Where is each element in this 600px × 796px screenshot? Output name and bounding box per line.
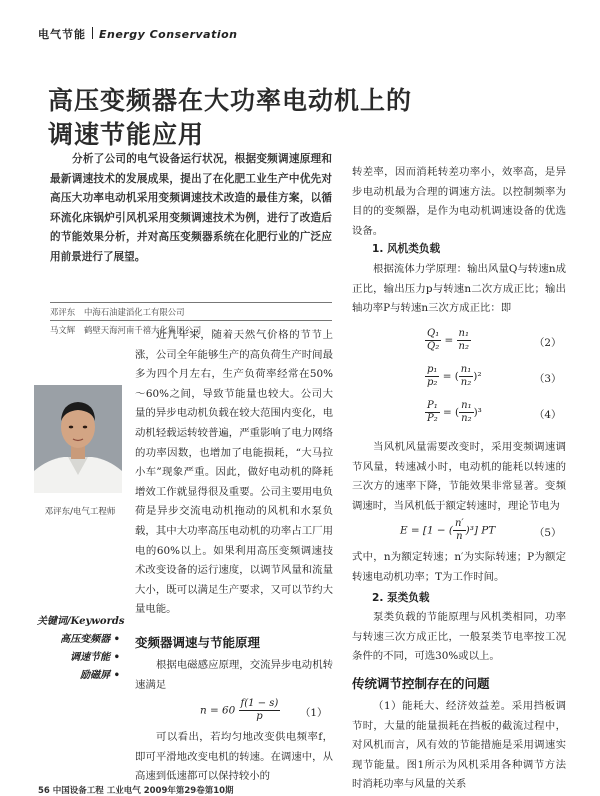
section1-para2: 可以看出，若均匀地改变供电频率f，即可平滑地改变电机的转速。在调速中，从高速到低速都可以保持较小的 xyxy=(135,731,333,783)
eq1-numerator: f(1 − s) xyxy=(240,698,279,709)
eq3-power: ² xyxy=(477,370,482,383)
keywords-heading: 关键词/Keywords xyxy=(37,616,125,627)
section2-block xyxy=(352,697,566,795)
eq5-rhs: )³] PT xyxy=(465,524,496,537)
eq4-lhs-den: P₂ xyxy=(427,413,438,424)
fan-load-heading: 1. 风机类负载 xyxy=(372,243,441,255)
title-line-2: 调速节能应用 xyxy=(48,120,205,149)
article-title xyxy=(48,84,412,152)
equation-5 xyxy=(400,518,495,543)
eq5-lhs: E = [1 − ( xyxy=(400,524,453,537)
eq3-rhs-num: n₁ xyxy=(460,364,472,375)
section2-para: （1）能耗大、经济效益差。采用挡板调节时，大量的能量损耗在挡板的截流过程中，对风机而言，风有效的节能措施是采用调速实现节能量。图1所示为风机采用各种调节方法时消耗功率与风量的关系 xyxy=(352,700,566,790)
keyword-1: 高压变频器 • xyxy=(60,634,120,645)
section1-para2-block xyxy=(135,728,333,787)
header-section-en: Energy Conservation xyxy=(99,28,238,41)
running-header xyxy=(38,26,238,42)
author-divider-mid xyxy=(50,320,332,321)
author-2-name: 马文辉 xyxy=(50,325,76,335)
fan-load-para2-block xyxy=(352,438,566,516)
fan-load-para3-block xyxy=(352,548,566,587)
abstract: 分析了公司的电气设备运行状况，根据变频调速原理和最新调速技术的发展成果，提出了在化肥工业生产中优先对高压大功率电动机采用变频调速技术改造的最佳方案，以循环流化床锅炉引风机采用变频调速技术为例，进行了改造后的节能效果分析，并对高压变频器系统在化肥行业的广泛应用前景进行了展望。 xyxy=(50,153,332,263)
equation-3: $\frac{\text{p₁}}{\text{p₂}}$ = ( $\frac{\text{n₁}}{\text{n₂}}$ )² xyxy=(427,364,482,388)
section2-heading: 传统调节控制存在的问题 xyxy=(352,676,490,691)
author-photo xyxy=(34,385,122,493)
eq5-frac-den: n xyxy=(456,531,463,542)
author-1-name: 邓评东 xyxy=(50,307,76,317)
author-1-affiliation: 中海石油建滔化工有限公司 xyxy=(84,307,185,317)
eq4-number: （4） xyxy=(534,409,562,421)
author-2-affiliation: 鹤壁天海河南千禧大化集团公司 xyxy=(84,325,202,335)
eq1-fraction xyxy=(239,698,281,723)
fan-load-para1: 根据流体力学原理：输出风量Q与转速n成正比，输出压力p与转速n二次方成正比；输出轴功率P与转速n三次方成正比：即 xyxy=(352,263,566,314)
author-divider-top xyxy=(50,302,332,303)
eq3-lhs-num: p₁ xyxy=(427,364,438,375)
keyword-1-text: 高压变频器 xyxy=(60,634,111,645)
eq3-rhs-den: n₂ xyxy=(460,377,472,388)
author-1 xyxy=(50,306,185,318)
section1-heading: 变频器调速与节能原理 xyxy=(135,635,261,650)
title-line-1: 高压变频器在大功率电动机上的 xyxy=(48,86,413,115)
eq2-lhs-den: Q₂ xyxy=(427,341,440,352)
eq4-rhs-den: n₂ xyxy=(461,413,472,424)
pump-load-heading: 2. 泵类负载 xyxy=(372,592,430,604)
header-section-cn: 电气节能 xyxy=(38,28,86,41)
right-intro: 转差率，因而消耗转差功率小，效率高，是异步电动机最为合理的调速方法。以控制频率为目的的变频器，是作为电动机调速设备的优选设备。 xyxy=(352,166,566,237)
eq2-rhs-den: n₂ xyxy=(458,341,469,352)
photo-caption: 邓评东/电气工程师 xyxy=(44,507,116,517)
equation-2: $\frac{\text{Q₁}}{\text{Q₂}}$ = $\frac{\text{n₁}}{\text{n₂}}$ xyxy=(427,328,469,352)
author-portrait-image xyxy=(34,385,122,493)
eq3-number: （3） xyxy=(534,373,562,385)
intro-paragraph: 近几年来，随着天然气价格的节节上涨，公司全年能够生产的高负荷生产时间最多为四个月左右，生产负荷率经常在50%～60%之间，导致节能量也较大。公司大量的异步电动机负载在较大范围内变化，电动机轻载运转较普遍，严重影响了电力网络的功率因数，也增加了电能损耗，“大马拉小车”现象严重。因此，做好电动机的降耗增效工作就显得很及重要。公司主要用电负荷是异步交流电动机拖动的风机和水泵负载，其中大功率高压电动机的功率占工厂用电的60%以上。如果利用高压变频调速技术改变设备的运行速度，以调节风量和流量大小，既可以满足生产要求，又可以节约大量电能。 xyxy=(135,329,333,616)
eq1-number: （1） xyxy=(300,707,328,719)
fan-load-para3: 式中，n为额定转速；n′为实际转速；P为额定转速电动机功率；T为工作时间。 xyxy=(352,551,566,583)
keyword-2-text: 调速节能 xyxy=(70,652,111,663)
eq2-lhs-num: Q₁ xyxy=(427,328,440,339)
equation-1 xyxy=(200,698,280,723)
header-divider xyxy=(92,27,93,39)
eq2-number: （2） xyxy=(534,337,562,349)
eq1-denominator: p xyxy=(256,711,263,722)
section1-para1-block xyxy=(135,656,333,695)
keyword-3-text: 励磁屏 xyxy=(80,670,111,681)
equation-4: $\frac{\text{P₁}}{\text{P₂}}$ = ( $\frac{\text{n₁}}{\text{n₂}}$ )³ xyxy=(427,400,482,424)
eq2-rhs-num: n₁ xyxy=(458,328,469,339)
eq5-frac-num: n′ xyxy=(454,518,464,529)
eq3-lhs-den: p₂ xyxy=(427,377,438,388)
eq1-lhs: n = 60 xyxy=(200,704,236,717)
section1-para1: 根据电磁感应原理，交流异步电动机转速满足 xyxy=(135,659,333,691)
pump-load-para: 泵类负载的节能原理与风机类相同，功率与转速三次方成正比，一般泵类节电率按工况条件的不同，可选30%或以上。 xyxy=(352,611,566,662)
page-footer: 56 中国设备工程 工业电气 2009年第29卷第10期 xyxy=(38,786,234,796)
eq5-number: （5） xyxy=(534,527,562,539)
keyword-2: 调速节能 • xyxy=(70,652,120,663)
intro-body xyxy=(135,326,333,620)
eq4-power: ³ xyxy=(477,406,482,419)
eq4-rhs-num: n₁ xyxy=(461,400,472,411)
fan-load-para1-block xyxy=(352,260,566,319)
pump-load-block xyxy=(352,608,566,667)
eq4-lhs-num: P₁ xyxy=(427,400,438,411)
keyword-3: 励磁屏 • xyxy=(80,670,120,681)
fan-load-para2: 当风机风量需要改变时，采用变频调速调节风量，转速减小时，电动机的能耗以转速的三次方的速率下降，节能效果非常显著。变频调速时，当风机低于额定转速时，理论节电为 xyxy=(352,441,566,512)
